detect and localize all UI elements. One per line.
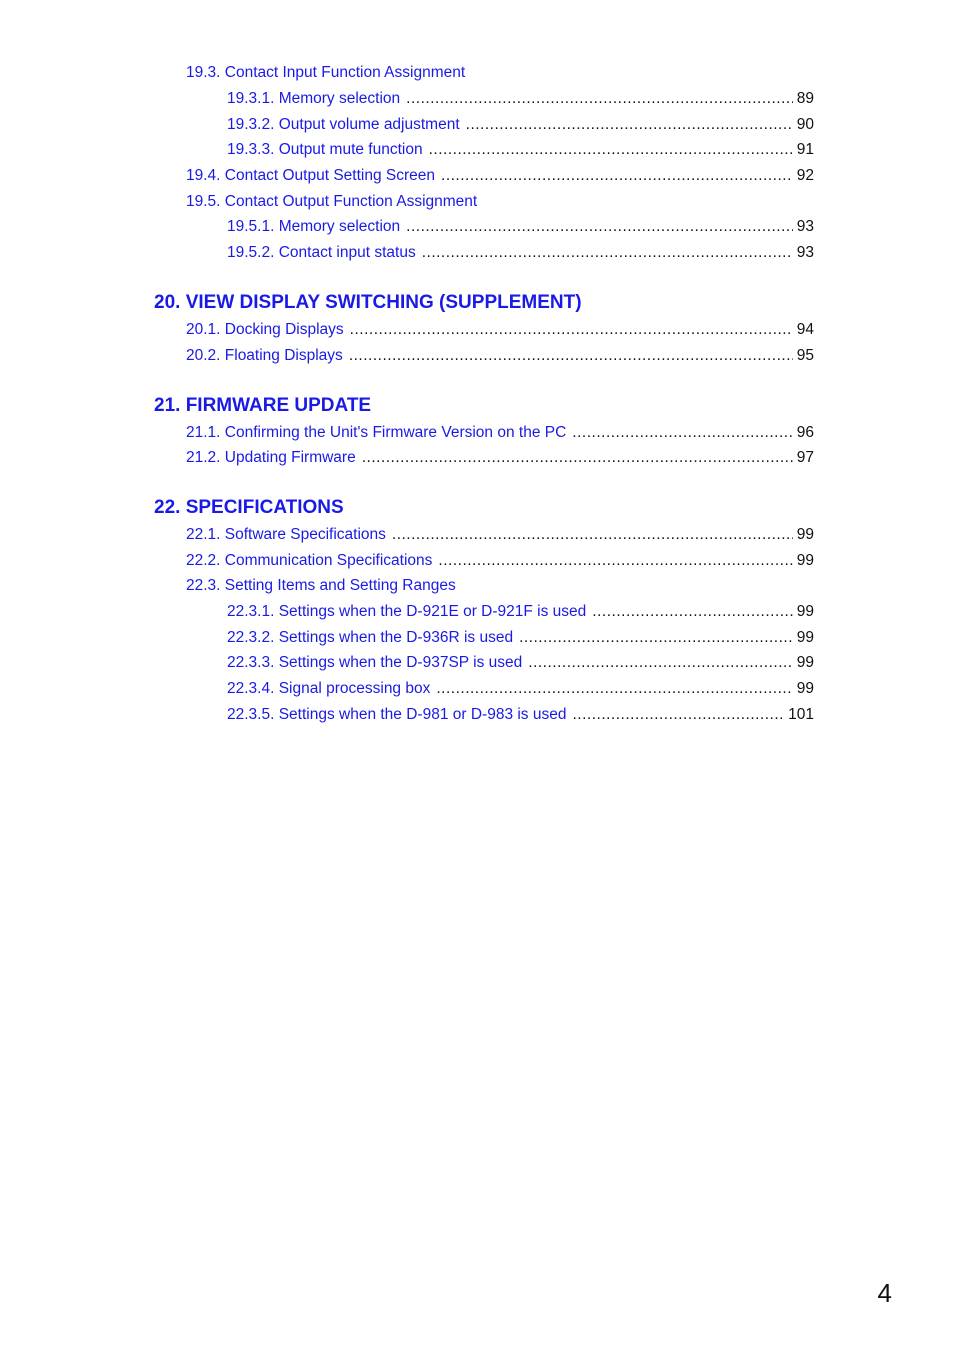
toc-entry-22-3-4[interactable] [227, 679, 814, 699]
leader-dots [429, 140, 793, 160]
toc-page-number: 89 [796, 90, 814, 107]
toc-entry-label: 19.4. Contact Output Setting Screen [186, 167, 436, 184]
toc-page-number: 97 [796, 449, 814, 466]
toc-entry-19-3[interactable] [186, 63, 814, 83]
toc-entry-label: 19.5.1. Memory selection [227, 218, 401, 235]
toc-entry-22-3-5[interactable] [227, 705, 814, 725]
toc-entry-label: 22.3.1. Settings when the D-921E or D-921F is used [227, 603, 587, 620]
toc-entry-21-2[interactable] [186, 448, 814, 468]
toc-entry-19-4[interactable] [186, 166, 814, 186]
toc-entry-label: 22.2. Communication Specifications [186, 552, 433, 569]
leader-dots [406, 89, 793, 109]
toc-entry-19-5-2[interactable] [227, 243, 814, 263]
toc-entry-label: 19.3. Contact Input Function Assignment [186, 64, 466, 81]
toc-entry-label: 19.3.3. Output mute function [227, 141, 423, 158]
toc-entry-label: 19.5. Contact Output Function Assignment [186, 193, 478, 210]
toc-page-number: 94 [796, 321, 814, 338]
leader-dots [519, 628, 793, 648]
toc-page-number: 99 [796, 526, 814, 543]
toc-page-number: 92 [796, 167, 814, 184]
leader-dots [350, 320, 793, 340]
section-heading-22[interactable]: 22. SPECIFICATIONS [154, 497, 344, 518]
toc-page-number: 95 [796, 347, 814, 364]
leader-dots [572, 705, 784, 725]
toc-entry-22-2[interactable] [186, 551, 814, 571]
leader-dots [528, 653, 792, 673]
toc-page-number: 99 [796, 603, 814, 620]
toc-entry-19-3-3[interactable] [227, 140, 814, 160]
leader-dots [436, 679, 792, 699]
toc-entry-label: 19.3.1. Memory selection [227, 90, 401, 107]
toc-entry-19-3-1[interactable] [227, 89, 814, 109]
toc-page-number: 96 [796, 424, 814, 441]
toc-entry-label: 19.5.2. Contact input status [227, 244, 416, 261]
toc-entry-22-1[interactable] [186, 525, 814, 545]
leader-dots [572, 423, 792, 443]
leader-dots [392, 525, 793, 545]
leader-dots [422, 243, 793, 263]
toc-entry-19-5[interactable] [186, 192, 814, 212]
toc-entry-19-5-1[interactable] [227, 217, 814, 237]
toc-entry-22-3[interactable] [186, 576, 814, 596]
leader-dots [441, 166, 793, 186]
toc-page-number: 99 [796, 654, 814, 671]
leader-dots [466, 115, 793, 135]
toc-entry-label: 22.3. Setting Items and Setting Ranges [186, 577, 456, 594]
leader-dots [362, 448, 793, 468]
toc-page-number: 99 [796, 680, 814, 697]
toc-page-number: 91 [796, 141, 814, 158]
toc-entry-label: 22.3.2. Settings when the D-936R is used [227, 629, 514, 646]
toc-page-number: 93 [796, 244, 814, 261]
toc-entry-label: 22.3.3. Settings when the D-937SP is used [227, 654, 523, 671]
toc-entry-label: 21.1. Confirming the Unit's Firmware Version on the PC [186, 424, 567, 441]
toc-entry-label: 20.2. Floating Displays [186, 347, 343, 364]
toc-page-number: 99 [796, 552, 814, 569]
toc-page-number: 93 [796, 218, 814, 235]
section-heading-20[interactable]: 20. VIEW DISPLAY SWITCHING (SUPPLEMENT) [154, 292, 582, 313]
toc-entry-19-3-2[interactable] [227, 115, 814, 135]
toc-page-number: 99 [796, 629, 814, 646]
leader-dots [592, 602, 792, 622]
page-number: 4 [877, 1278, 892, 1308]
toc-entry-label: 22.3.4. Signal processing box [227, 680, 431, 697]
toc-entry-label: 19.3.2. Output volume adjustment [227, 116, 460, 133]
leader-dots [349, 346, 793, 366]
toc-entry-22-3-2[interactable] [227, 628, 814, 648]
toc-page-number: 101 [788, 706, 814, 723]
toc-page-number: 90 [796, 116, 814, 133]
toc-entry-20-1[interactable] [186, 320, 814, 340]
toc-entry-label: 22.3.5. Settings when the D-981 or D-983 is used [227, 706, 567, 723]
toc-entry-label: 22.1. Software Specifications [186, 526, 386, 543]
toc-entry-22-3-3[interactable] [227, 653, 814, 673]
leader-dots [406, 217, 793, 237]
leader-dots [438, 551, 792, 571]
toc-entry-label: 21.2. Updating Firmware [186, 449, 356, 466]
toc-entry-20-2[interactable] [186, 346, 814, 366]
toc-entry-22-3-1[interactable] [227, 602, 814, 622]
toc-entry-21-1[interactable] [186, 423, 814, 443]
section-heading-21[interactable]: 21. FIRMWARE UPDATE [154, 395, 372, 416]
toc-entry-label: 20.1. Docking Displays [186, 321, 344, 338]
